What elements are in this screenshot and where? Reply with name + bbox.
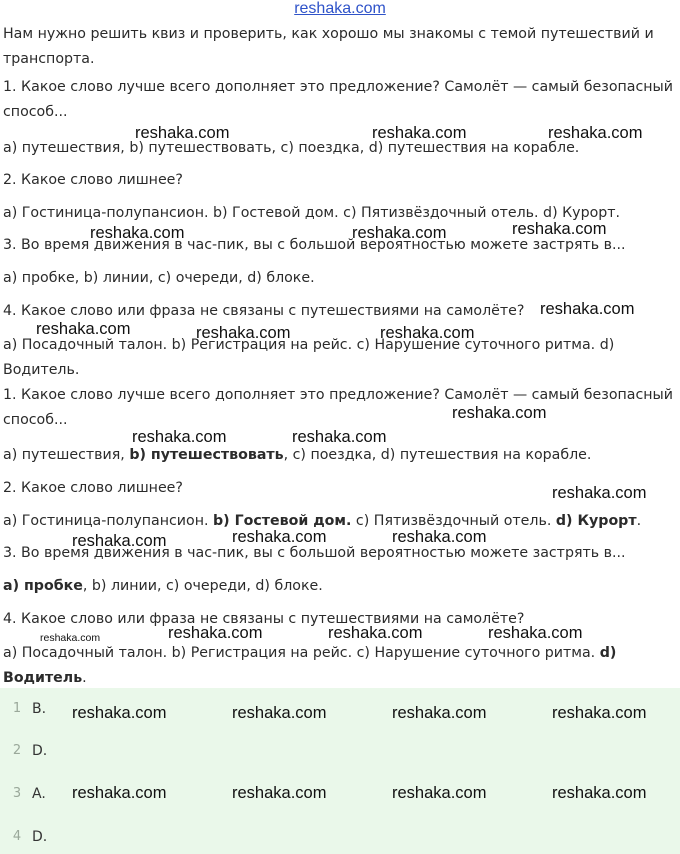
- site-link[interactable]: reshaka.com: [294, 0, 386, 17]
- header: [0, 0, 680, 18]
- watermark: reshaka.com: [232, 784, 327, 802]
- watermark: reshaka.com: [90, 224, 185, 242]
- answer-question-2: 2. Какое слово лишнее?: [3, 480, 183, 496]
- answer-1-correct: b) путешествовать: [129, 447, 284, 463]
- watermark: reshaka.com: [196, 324, 291, 342]
- watermark: reshaka.com: [488, 624, 583, 642]
- watermark: reshaka.com: [72, 784, 167, 802]
- watermark: reshaka.com: [328, 624, 423, 642]
- question-3-options: a) пробке, b) линии, c) очереди, d) блоке.: [3, 270, 315, 286]
- intro-paragraph: Нам нужно решить квиз и проверить, как хорошо мы знакомы с темой путешествий и транспорта.: [3, 26, 654, 67]
- answer-1-options: a) путешествия, b) путешествовать, c) поездка, d) путешествия на корабле.: [3, 447, 592, 463]
- watermark: reshaka.com: [72, 704, 167, 722]
- question-3: 3. Во время движения в час-пик, вы с большой вероятностью можете застрять в...: [3, 237, 626, 253]
- answer-4-options: a) Посадочный талон. b) Регистрация на рейс. c) Нарушение суточного ритма. d): [3, 645, 617, 661]
- answer-key-value: B.: [32, 701, 47, 717]
- answer-key-value: A.: [32, 786, 46, 802]
- answer-key-number: 3: [12, 786, 22, 801]
- watermark: reshaka.com: [552, 484, 647, 502]
- watermark: reshaka.com: [452, 404, 547, 422]
- watermark: reshaka.com: [36, 320, 131, 338]
- watermark: reshaka.com: [135, 124, 230, 142]
- question-1-options: a) путешествия, b) путешествовать, c) поездка, d) путешествия на корабле.: [3, 140, 580, 156]
- answer-question-1: 1. Какое слово лучше всего дополняет это предложение? Самолёт — самый безопасный способ...: [3, 387, 673, 428]
- answer-key-value: D.: [32, 829, 48, 845]
- question-4: 4. Какое слово или фраза не связаны с путешествиями на самолёте?: [3, 303, 525, 319]
- answer-key-row: [0, 736, 680, 766]
- answer-2-options: a) Гостиница-полупансион. b) Гостевой дом. c) Пятизвёздочный отель. d) Курорт.: [3, 513, 642, 529]
- answer-3-correct: a) пробке: [3, 578, 83, 594]
- answer-question-3: 3. Во время движения в час-пик, вы с большой вероятностью можете застрять в...: [3, 545, 626, 561]
- watermark: reshaka.com: [132, 428, 227, 446]
- watermark: reshaka.com: [292, 428, 387, 446]
- answer-key-number: 1: [12, 701, 22, 716]
- watermark: reshaka.com: [392, 784, 487, 802]
- question-4-options: a) Посадочный талон. b) Регистрация на рейс. c) Нарушение суточного ритма. d) Водитель.: [3, 337, 615, 378]
- watermark: reshaka.com: [232, 704, 327, 722]
- watermark: reshaka.com: [540, 300, 635, 318]
- watermark: reshaka.com: [392, 528, 487, 546]
- watermark: reshaka.com: [392, 704, 487, 722]
- answer-4-options-cont: Водитель.: [3, 670, 87, 686]
- watermark: reshaka.com: [372, 124, 467, 142]
- watermark: reshaka.com: [512, 220, 607, 238]
- watermark: reshaka.com: [380, 324, 475, 342]
- answer-key-value: D.: [32, 743, 48, 759]
- watermark: reshaka.com: [352, 224, 447, 242]
- answer-key-number: 2: [12, 743, 22, 758]
- answer-question-4: 4. Какое слово или фраза не связаны с путешествиями на самолёте?: [3, 611, 525, 627]
- question-2: 2. Какое слово лишнее?: [3, 172, 183, 188]
- watermark: reshaka.com: [72, 532, 167, 550]
- answer-3-options: a) пробке, b) линии, c) очереди, d) блоке.: [3, 578, 323, 594]
- watermark: reshaka.com: [552, 704, 647, 722]
- question-1: 1. Какое слово лучше всего дополняет это предложение? Самолёт — самый безопасный способ...: [3, 79, 673, 120]
- answer-key-number: 4: [12, 829, 22, 844]
- watermark: reshaka.com: [548, 124, 643, 142]
- watermark: reshaka.com: [232, 528, 327, 546]
- question-2-options: a) Гостиница-полупансион. b) Гостевой дом. c) Пятизвёздочный отель. d) Курорт.: [3, 205, 621, 221]
- answer-2-correct-b: b) Гостевой дом.: [213, 513, 352, 529]
- answer-key-row: [0, 822, 680, 852]
- watermark: reshaka.com: [552, 784, 647, 802]
- watermark: reshaka.com: [168, 624, 263, 642]
- watermark: reshaka.com: [40, 632, 101, 644]
- answer-2-correct-d: d) Курорт: [555, 513, 637, 529]
- answer-4-correct: Водитель: [3, 670, 83, 686]
